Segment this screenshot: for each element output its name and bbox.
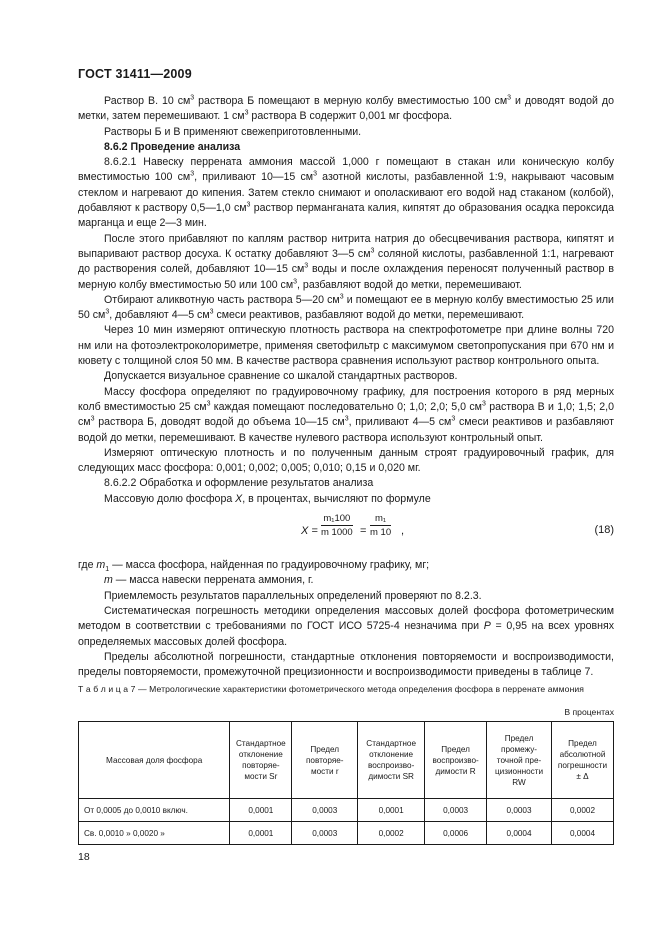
paragraph: Через 10 мин измеряют оптическую плотность раствора на спектрофотометре при длине волны 720 нм или на фотоэлектроколориметре, применяя светофильтр с максимумом светопропускания при 670 нм и кювету с толщиной слоя 50 мм. В качестве раствора сравнения используют раствор контрольного опыта. [78, 324, 614, 368]
paragraph: Раствор В. 10 $см^3$ раствора Б помещают в мерную колбу вместимостью 100 $см^3$ и доводят водой до метки, затем перемешивают. 1 $см^3$ раствора В содержит 0,001 мг фосфора. [78, 94, 615, 123]
header-cell: Массовая доля фосфора [79, 722, 230, 799]
table-cell: 0,0001 [230, 822, 292, 845]
formula-18 [78, 510, 614, 556]
formula-number: (18) [594, 524, 614, 537]
header-cell: Стандартное отклонение повторяе-мости Sr [230, 722, 292, 799]
paragraph: После этого прибавляют по каплям раствор нитрита натрия до обесцвечивания раствора, кипятят и выпаривают раствор досуха. К остатку добавляют 3—5 $см^3$ соляной кислоты, разбавленной 1:1, нагревают до растворения солей, добавляют 10—15 $см^3$ воды и после охлаждения переносят полученный раствор в мерную колбу вместимостью 50 или 100 $см^3$, разбавляют водой до метки, перемешивают. [78, 232, 615, 291]
table-cell: От 0,0005 до 0,0010 включ. [79, 799, 230, 822]
table-cell: 0,0004 [552, 822, 614, 845]
table-units: В процентах [564, 707, 614, 717]
table-cell: Св. 0,0010 » 0,0020 » [79, 822, 230, 845]
where-line: где $m_1$ — масса фосфора, найденная по градуировочному графику, мг; [78, 559, 430, 574]
page-number: 18 [78, 851, 90, 863]
table-cell: 0,0003 [292, 799, 358, 822]
paragraph: Массовую долю фосфора X, в процентах, вычисляют по формуле [104, 492, 431, 505]
paragraph: Измеряют оптическую плотность и по полученным данным строят градуировочный график, для следующих масс фосфора: 0,001; 0,002; 0,005; 0,010; 0,15 и 0,020 мг. [78, 446, 614, 475]
paragraph: Отбирают аликвотную часть раствора 5—20 $см^3$ и помещают ее в мерную колбу вместимостью 25 или 50 $см^3$, добавляют 4—5 $см^3$ смеси реактивов, разбавляют водой до метки, перемешивают. [78, 293, 614, 322]
table-cell: 0,0006 [425, 822, 487, 845]
header-cell: Стандартное отклонение воспроизво-димости SR [358, 722, 425, 799]
page-header: ГОСТ 31411—2009 [78, 67, 192, 81]
formula-fraction-1: $\frac{\text{m₁100}}{m 1000}$ [321, 513, 353, 539]
table-cell: 0,0004 [487, 822, 552, 845]
table-row [79, 822, 614, 845]
paragraph: Приемлемость результатов параллельных определений проверяют по 8.2.3. [104, 589, 482, 602]
table-row [79, 799, 614, 822]
header-cell: Предел воспроизво-димости R [425, 722, 487, 799]
paragraph: 8.6.2.1 Навеску перрената аммония массой 1,000 г помещают в стакан или коническую колбу вместимостью 100 $см^3$, приливают 10—15 $см^3$ азотной кислоты, разбавленной 1:9, накрывают часовым стеклом и нагревают до кипения. Затем стекло снимают и ополаскивают его водой над стаканом (колбой), добавляют к раствору 0,5—1,0 $см^3$ раствор перманганата калия, кипятят до образования осадка пероксида марганца и еще 2—3 мин. [78, 156, 614, 230]
paragraph: Растворы Б и В применяют свежеприготовленными. [104, 125, 362, 138]
header-cell: Предел повторяе-мости r [292, 722, 358, 799]
formula-comma: , [401, 525, 405, 538]
table-cell: 0,0003 [425, 799, 487, 822]
table-header-row [79, 722, 614, 799]
table-cell: 0,0003 [292, 822, 358, 845]
table-cell: 0,0003 [487, 799, 552, 822]
document-body [78, 94, 614, 680]
paragraph: Систематическая погрешность методики определения массовых долей фосфора фотометрическим методом в соответствии с требованиями по ГОСТ ИСО 5725-4 незначима при P = 0,95 на всех уровнях определяемых массовых долей фосфора. [78, 604, 614, 648]
table-cell: 0,0001 [230, 799, 292, 822]
paragraph: Допускается визуальное сравнение со шкалой стандартных растворов. [104, 370, 458, 383]
section-heading: 8.6.2 Проведение анализа [104, 140, 241, 153]
table-cell: 0,0002 [358, 822, 425, 845]
table-cell: 0,0002 [552, 799, 614, 822]
formula-fraction-2: $\frac{\text{m₁}}{m 10}$ [370, 513, 392, 539]
paragraph: Массу фосфора определяют по градуировочному графику, для построения которого в ряд мерных колб вместимостью 25 $см^3$ каждая помещают последовательно 0; 1,0; 2,0; 5,0 $см^3$ раствора В и 1,0; 1,5; 2,0 $см^3$ раствора Б, доводят водой до объема 10—15 $см^3$, приливают 4—5 $см^3$ смеси реактивов и разбавляют водой до метки, перемешивают. В качестве нулевого раствора используют контрольный опыт. [78, 385, 615, 444]
paragraph: Пределы абсолютной погрешности, стандартные отклонения повторяемости и воспроизводимости, пределы повторяемости, промежуточной прецизионности и воспроизводимости приведены в таблице 7. [78, 650, 614, 679]
header-cell: Предел абсолютной погрешности ± Δ [552, 722, 614, 799]
table-cell: 0,0001 [358, 799, 425, 822]
section-heading: 8.6.2.2 Обработка и оформление результатов анализа [104, 477, 374, 490]
metrology-table [78, 721, 614, 845]
formula-lhs: X = [301, 525, 318, 538]
header-cell: Предел промежу-точной пре-цизионности RW [487, 722, 552, 799]
formula-equals: = [360, 525, 367, 538]
table-caption: Т а б л и ц а 7 — Метрологические характеристики фотометрического метода определения фосфора в перренате аммония [78, 684, 585, 694]
where-line: m — масса навески перрената аммония, г. [104, 574, 314, 587]
